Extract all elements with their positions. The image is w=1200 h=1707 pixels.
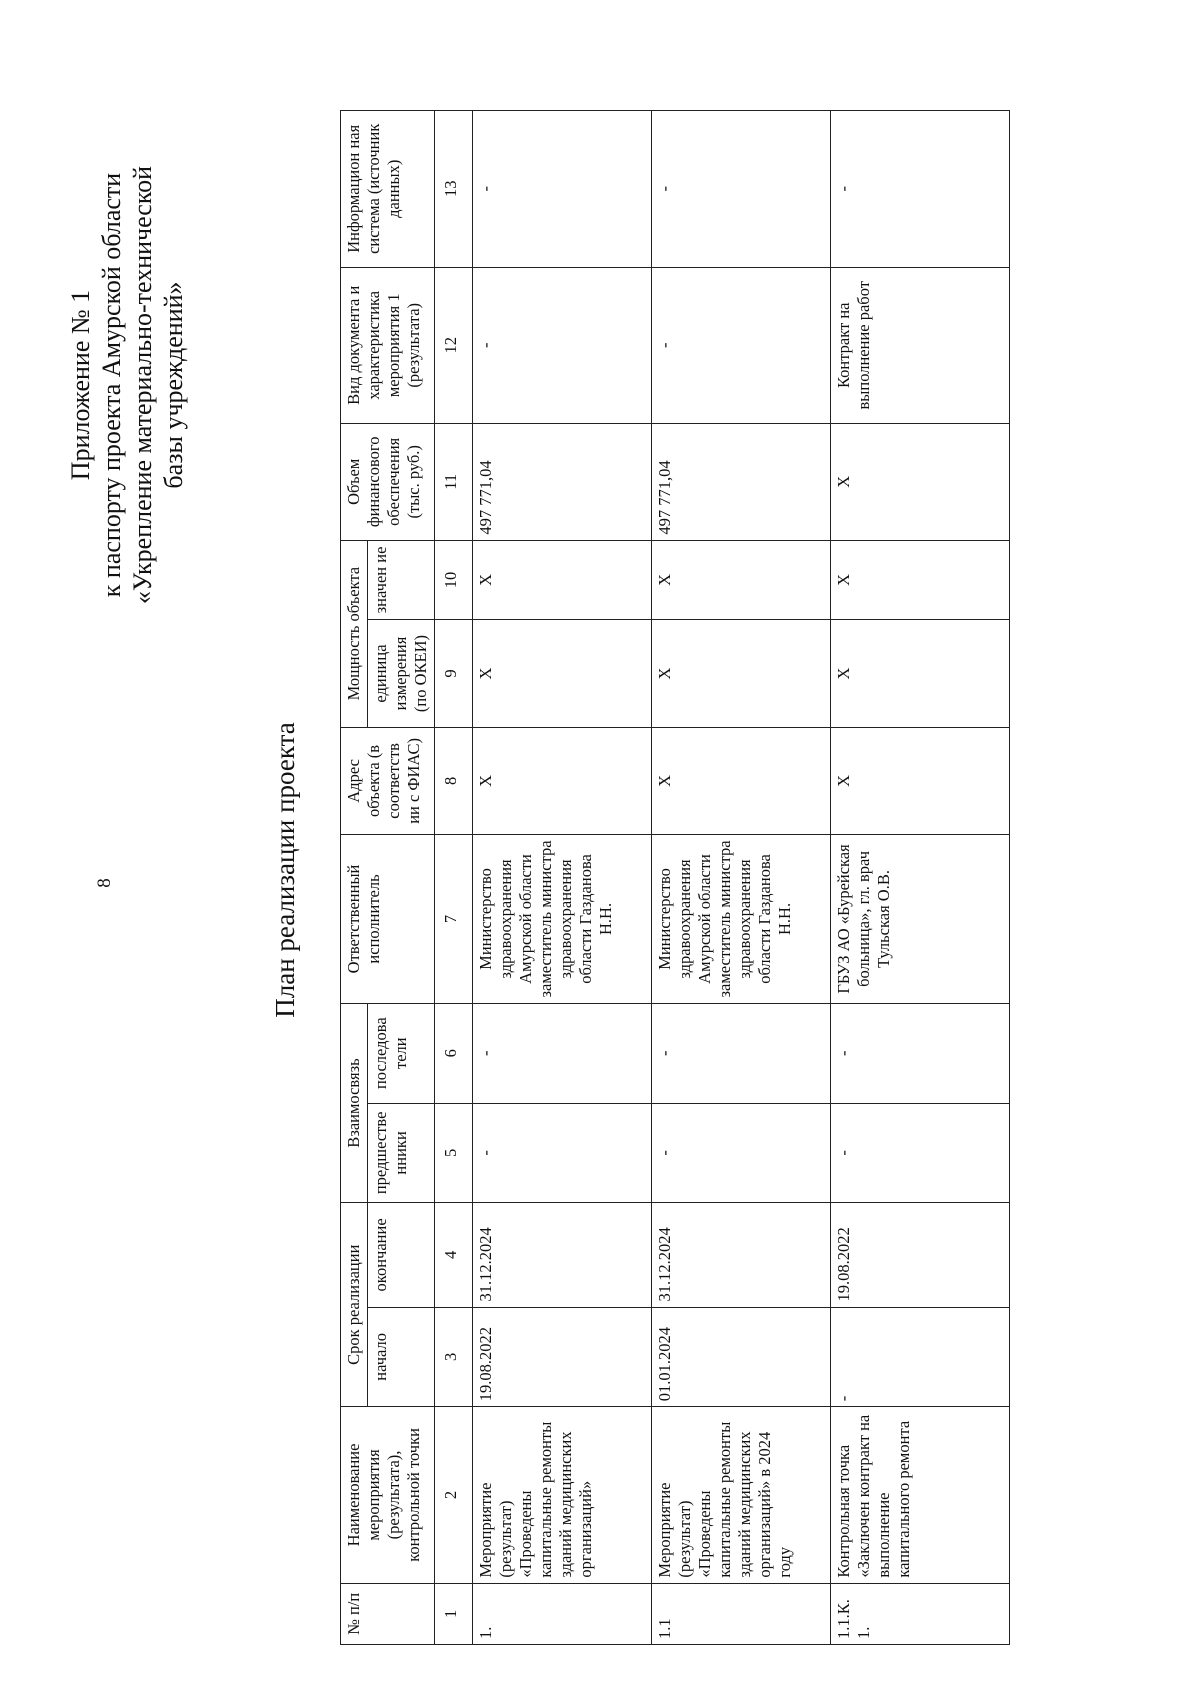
row-responsible: ГБУЗ АО «Бурейская больница», гл. врач Тульская О.В. — [831, 835, 1010, 1004]
row-end: 19.08.2022 — [831, 1203, 1010, 1307]
row-successors: - — [473, 1003, 652, 1103]
column-number: 12 — [435, 267, 473, 423]
header-predecessors: предшестве нники — [368, 1103, 435, 1203]
column-number: 4 — [435, 1203, 473, 1307]
row-capacity-value: X — [652, 540, 831, 620]
row-successors: - — [652, 1003, 831, 1103]
row-start: 01.01.2024 — [652, 1307, 831, 1407]
header-capacity-unit: единица измерения (по ОКЕИ) — [368, 620, 435, 727]
column-number: 8 — [435, 727, 473, 834]
header-term: Срок реализации — [341, 1203, 368, 1407]
table-row — [831, 111, 1010, 1645]
row-address: X — [831, 727, 1010, 834]
header-responsible: Ответственный исполнитель — [341, 835, 435, 1004]
header-capacity: Мощность объекта — [341, 540, 368, 727]
row-address: X — [652, 727, 831, 834]
row-num: 1. — [473, 1583, 652, 1644]
row-address: X — [473, 727, 652, 834]
table-row — [652, 111, 831, 1645]
header-term-end: окончание — [368, 1203, 435, 1307]
header-link: Взаимосвязь — [341, 1003, 368, 1202]
column-number: 3 — [435, 1307, 473, 1407]
row-responsible: Министерство здравоохранения Амурской области заместитель министра здравоохранения области Газданова Н.Н. — [473, 835, 652, 1004]
header-num: № п/п — [341, 1583, 435, 1644]
row-end: 31.12.2024 — [652, 1203, 831, 1307]
row-predecessors: - — [473, 1103, 652, 1203]
header-address: Адрес объекта (в соответств ии с ФИАС) — [341, 727, 435, 834]
column-number: 2 — [435, 1407, 473, 1583]
row-capacity-value: X — [473, 540, 652, 620]
row-start: - — [831, 1307, 1010, 1407]
row-num: 1.1 — [652, 1583, 831, 1644]
rotated-sheet — [10, 85, 1120, 1655]
column-number: 11 — [435, 424, 473, 541]
row-info-system: - — [831, 111, 1010, 268]
row-capacity-unit: X — [473, 620, 652, 727]
column-numbers-row — [435, 111, 473, 1645]
column-number: 5 — [435, 1103, 473, 1203]
row-start: 19.08.2022 — [473, 1307, 652, 1407]
appendix-header — [65, 115, 189, 655]
row-predecessors: - — [652, 1103, 831, 1203]
appendix-line-3: «Укрепление материально-технической — [128, 165, 157, 605]
appendix-line-4: базы учреждений» — [159, 281, 188, 489]
page-number: 8 — [93, 878, 115, 888]
column-number: 13 — [435, 111, 473, 268]
plan-title: План реализации проекта — [270, 722, 300, 1018]
row-info-system: - — [473, 111, 652, 268]
header-successors: последова тели — [368, 1003, 435, 1103]
header-info-system: Информацион ная система (источник данных) — [341, 111, 435, 268]
appendix-title: Приложение № 1 — [66, 289, 95, 481]
header-name: Наименование мероприятия (результата), контрольной точки — [341, 1407, 435, 1583]
row-responsible: Министерство здравоохранения Амурской области заместитель министра здравоохранения области Газданова Н.Н. — [652, 835, 831, 1004]
table-row — [473, 111, 652, 1645]
header-capacity-value: значен ие — [368, 540, 435, 620]
column-number: 10 — [435, 540, 473, 620]
header-finance: Объем финансового обеспечения (тыс. руб.) — [341, 424, 435, 541]
row-document: - — [652, 267, 831, 423]
row-num: 1.1.К. 1. — [831, 1583, 1010, 1644]
appendix-line-2: к паспорту проекта Амурской области — [97, 172, 126, 598]
row-document: Контракт на выполнение работ — [831, 267, 1010, 423]
column-number: 7 — [435, 835, 473, 1004]
row-end: 31.12.2024 — [473, 1203, 652, 1307]
column-number: 9 — [435, 620, 473, 727]
row-finance: 497 771,04 — [473, 424, 652, 541]
row-capacity-unit: X — [652, 620, 831, 727]
row-capacity-value: X — [831, 540, 1010, 620]
row-info-system: - — [652, 111, 831, 268]
column-number: 6 — [435, 1003, 473, 1103]
column-number: 1 — [435, 1583, 473, 1644]
row-document: - — [473, 267, 652, 423]
row-name: Контрольная точка «Заключен контракт на выполнение капитального ремонта — [831, 1407, 1010, 1583]
header-term-start: начало — [368, 1307, 435, 1407]
row-capacity-unit: X — [831, 620, 1010, 727]
header-document: Вид документа и характеристика мероприятия 1 (результата) — [341, 267, 435, 423]
row-predecessors: - — [831, 1103, 1010, 1203]
plan-table — [340, 110, 1010, 1645]
row-name: Мероприятие (результат) «Проведены капитальные ремонты зданий медицинских организаций» в 2024 году — [652, 1407, 831, 1583]
row-finance: 497 771,04 — [652, 424, 831, 541]
row-name: Мероприятие (результат) «Проведены капитальные ремонты зданий медицинских организаций» — [473, 1407, 652, 1583]
row-successors: - — [831, 1003, 1010, 1103]
row-finance: X — [831, 424, 1010, 541]
